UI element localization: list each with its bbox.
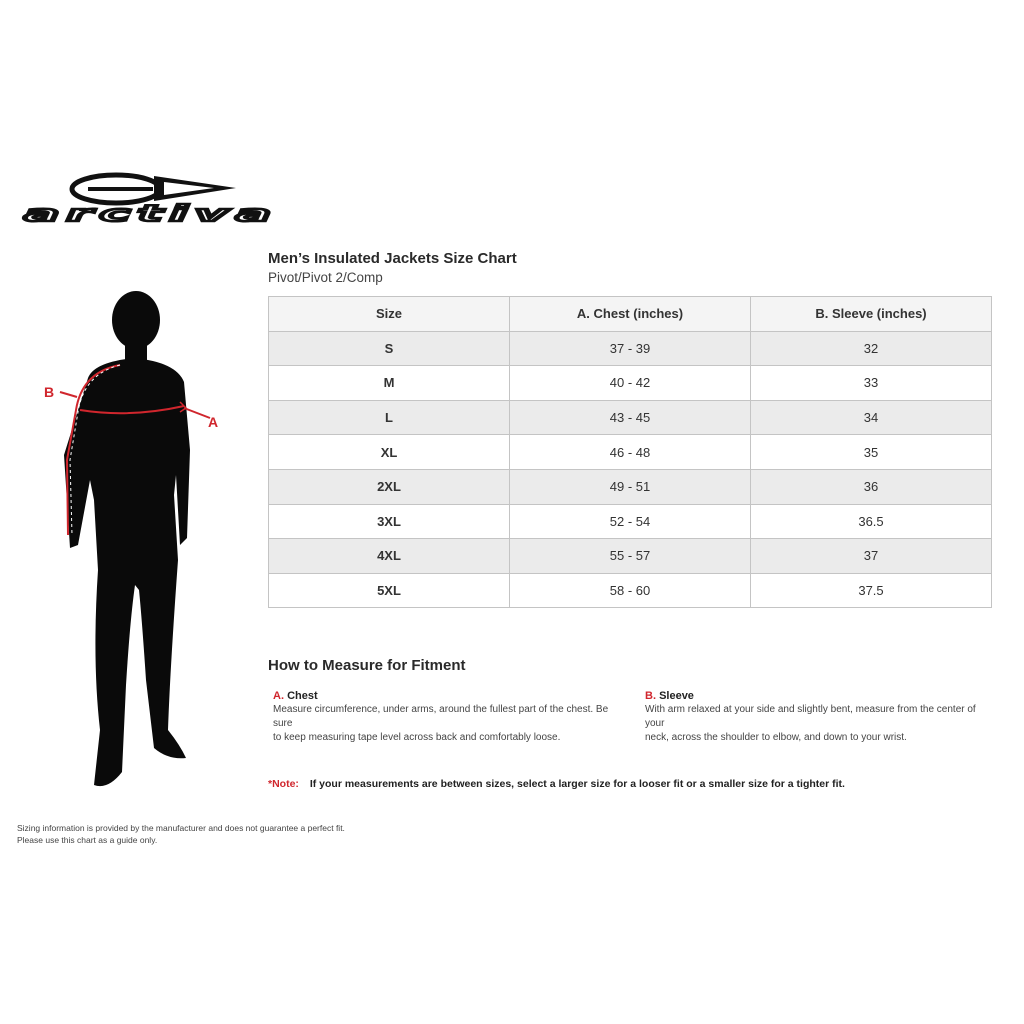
header-size: Size	[269, 297, 510, 332]
table-header-row	[269, 297, 992, 332]
table-row	[269, 400, 992, 435]
note-text: If your measurements are between sizes, select a larger size for a looser fit or a smaller size for a tighter fit.	[309, 778, 845, 790]
cell-chest: 49 - 51	[510, 469, 751, 504]
cell-sleeve: 33	[751, 366, 992, 401]
cell-sleeve: 35	[751, 435, 992, 470]
cell-chest: 43 - 45	[510, 400, 751, 435]
disclaimer-line-1: Sizing information is provided by the manufacturer and does not guarantee a perfect fit.	[17, 823, 345, 833]
table-row	[269, 331, 992, 366]
sleeve-letter: B.	[645, 690, 656, 702]
table-row	[269, 469, 992, 504]
cell-sleeve: 32	[751, 331, 992, 366]
sleeve-line-2: neck, across the shoulder to elbow, and down to your wrist.	[645, 732, 907, 743]
sleeve-heading-text: Sleeve	[659, 690, 694, 702]
cell-sleeve: 37.5	[751, 573, 992, 608]
body-measurement-figure	[30, 290, 230, 800]
table-row	[269, 435, 992, 470]
cell-chest: 58 - 60	[510, 573, 751, 608]
table-row	[269, 366, 992, 401]
cell-chest: 55 - 57	[510, 539, 751, 574]
cell-sleeve: 36	[751, 469, 992, 504]
header-sleeve: B. Sleeve (inches)	[751, 297, 992, 332]
disclaimer-line-2: Please use this chart as a guide only.	[17, 835, 158, 845]
chest-letter: A.	[273, 690, 284, 702]
cell-chest: 40 - 42	[510, 366, 751, 401]
cell-sleeve: 36.5	[751, 504, 992, 539]
chest-line-1: Measure circumference, under arms, around the fullest part of the chest. Be sure	[273, 704, 609, 729]
figure-label-b: B	[44, 384, 55, 400]
cell-size: S	[269, 331, 510, 366]
size-table	[268, 296, 992, 608]
logo-wordmark: arctiva	[24, 202, 278, 226]
cell-chest: 37 - 39	[510, 331, 751, 366]
chest-instructions	[273, 689, 623, 745]
fit-note	[268, 778, 845, 790]
figure-label-a: A	[208, 414, 219, 430]
cell-size: 3XL	[269, 504, 510, 539]
header-chest: A. Chest (inches)	[510, 297, 751, 332]
sleeve-line-1: With arm relaxed at your side and slightly bent, measure from the center of your	[645, 704, 976, 729]
cell-size: 4XL	[269, 539, 510, 574]
cell-size: 2XL	[269, 469, 510, 504]
cell-size: XL	[269, 435, 510, 470]
note-label: *Note:	[268, 778, 299, 790]
disclaimer	[17, 822, 345, 846]
chest-heading-text: Chest	[287, 690, 318, 702]
sleeve-heading	[645, 689, 995, 703]
cell-chest: 46 - 48	[510, 435, 751, 470]
cell-sleeve: 34	[751, 400, 992, 435]
table-row	[269, 539, 992, 574]
cell-sleeve: 37	[751, 539, 992, 574]
chest-heading	[273, 689, 623, 703]
chest-line-2: to keep measuring tape level across back and comfortably loose.	[273, 732, 561, 743]
table-row	[269, 573, 992, 608]
table-row	[269, 504, 992, 539]
body-silhouette	[64, 291, 190, 786]
measure-title: How to Measure for Fitment	[268, 657, 466, 674]
arctiva-logo-icon	[18, 170, 284, 226]
cell-size: L	[269, 400, 510, 435]
cell-chest: 52 - 54	[510, 504, 751, 539]
chart-title: Men’s Insulated Jackets Size Chart	[268, 250, 517, 267]
cell-size: M	[269, 366, 510, 401]
chart-subtitle: Pivot/Pivot 2/Comp	[268, 270, 383, 285]
cell-size: 5XL	[269, 573, 510, 608]
sleeve-instructions	[645, 689, 995, 745]
